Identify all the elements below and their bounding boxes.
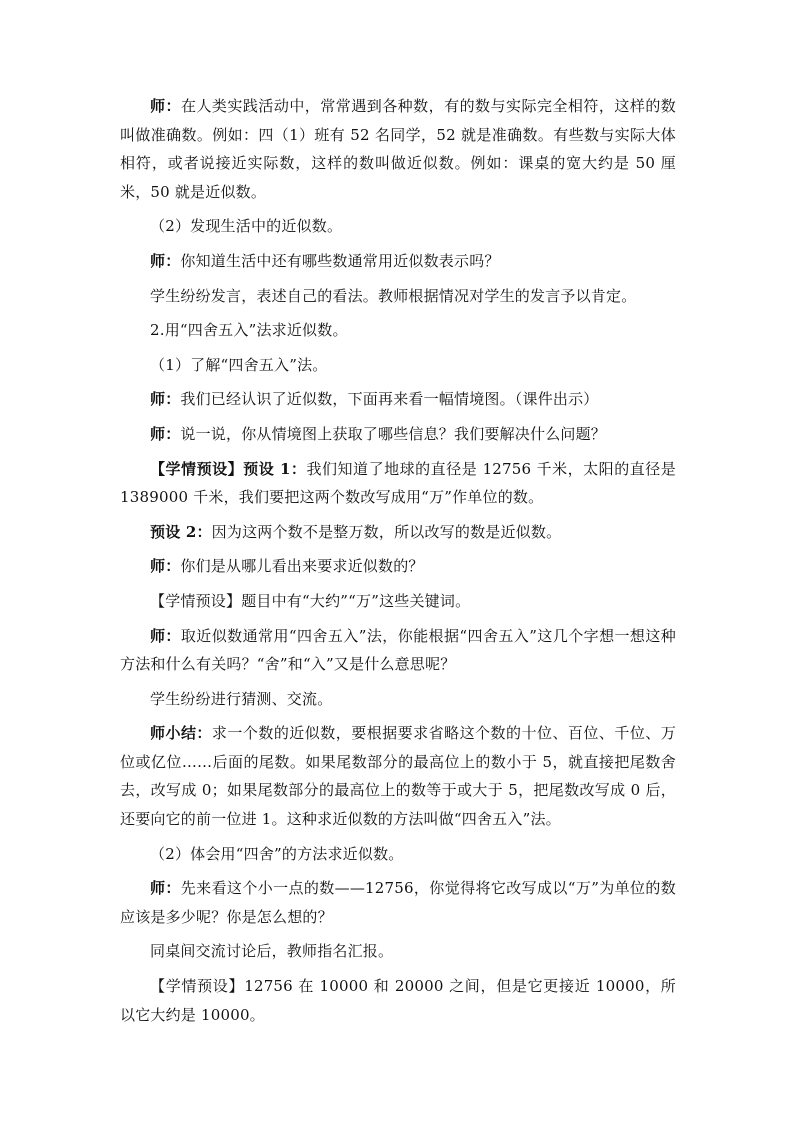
paragraph-student-response [120, 282, 676, 311]
speaker-label: 师： [150, 97, 181, 115]
paragraph-teacher-summary [120, 719, 676, 833]
paragraph-text: 因为这两个数不是整万数，所以改写的数是近似数。 [211, 522, 562, 541]
paragraph-teacher [120, 385, 676, 414]
paragraph-subsection [120, 212, 676, 241]
paragraph-preset-2 [120, 518, 676, 547]
paragraph-text: 求一个数的近似数，要根据要求省略这个数的十位、百位、千位、万位或亿位……后面的尾数。如果尾数部分的最高位上的数小于 5，就直接把尾数舍去，改写成 0；如果尾数部分的最高位上的数等于或大于 5，把尾数改写成 0 后，还要向它的前一位进 1。这种求近似数的方法叫做“四舍五入”法。 [120, 724, 676, 829]
preset-label: 预设 2： [150, 522, 212, 541]
paragraph-teacher [120, 622, 676, 679]
paragraph-text: 2.用“四舍五入”法求近似数。 [150, 321, 348, 340]
paragraph-text: 先来看这个小一点的数——12756，你觉得将它改写成以“万”为单位的数应该是多少呢？你是怎么想的？ [120, 879, 677, 926]
paragraph-preset-1 [120, 455, 676, 512]
paragraph-text: 我们知道了地球的直径是 12756 千米，太阳的直径是 1389000 千米，我们要把这两个数改写成用“万”作单位的数。 [120, 459, 676, 507]
paragraph-text: （1）了解“四舍五入”法。 [150, 355, 328, 374]
speaker-label: 师： [150, 557, 181, 576]
paragraph-preset [120, 972, 676, 1029]
paragraph-text: 学生纷纷进行猜测、交流。 [150, 689, 333, 708]
paragraph-teacher [120, 874, 676, 931]
paragraph-preset [120, 587, 676, 616]
speaker-label: 师： [150, 424, 181, 443]
speaker-label: 师小结： [150, 724, 212, 743]
paragraph-text: 取近似数通常用“四舍五入”法，你能根据“四舍五入”这几个字想一想这种方法和什么有关吗？“舍”和“入”又是什么意思呢？ [120, 626, 676, 674]
paragraph-text: 说一说，你从情境图上获取了哪些信息？我们要解决什么问题？ [180, 424, 607, 443]
paragraph-section-heading [120, 316, 676, 345]
paragraph-subsection [120, 351, 676, 380]
paragraph-student-response [120, 937, 676, 966]
paragraph-text: 【学情预设】12756 在 10000 和 20000 之间，但是它更接近 10000，所以它大约是 10000。 [120, 977, 676, 1024]
speaker-label: 师： [150, 626, 181, 645]
paragraph-teacher [120, 420, 676, 449]
paragraph-teacher [120, 552, 676, 581]
paragraph-text: 你知道生活中还有哪些数通常用近似数表示吗？ [180, 251, 500, 270]
paragraph-text: 我们已经认识了近似数，下面再来看一幅情境图。（课件出示） [180, 390, 599, 409]
paragraph-teacher-question [120, 247, 676, 276]
paragraph-subsection [120, 840, 676, 869]
document-body [120, 92, 676, 1035]
speaker-label: 师： [150, 390, 181, 409]
paragraph-text: 你们是从哪儿看出来要求近似数的？ [180, 557, 424, 576]
paragraph-teacher-intro [120, 92, 676, 206]
paragraph-student-response [120, 685, 676, 714]
paragraph-text: （2）发现生活中的近似数。 [150, 217, 343, 236]
speaker-label: 师： [150, 251, 181, 270]
paragraph-text: 同桌间交流讨论后，教师指名汇报。 [150, 942, 394, 961]
paragraph-text: （2）体会用“四舍”的方法求近似数。 [150, 844, 404, 863]
preset-label: 【学情预设】预设 1： [150, 459, 307, 478]
paragraph-text: 在人类实践活动中，常常遇到各种数，有的数与实际完全相符，这样的数叫做准确数。例如：四（1）班有 52 名同学，52 就是准确数。有些数与实际大体相符，或者说接近实际数，这样的数叫做近似数。例如：课桌的宽大约是 50 厘米，50 就是近似数。 [120, 97, 677, 201]
paragraph-text: 【学情预设】题目中有“大约”“万”这些关键词。 [150, 591, 471, 610]
paragraph-text: 学生纷纷发言，表述自己的看法。教师根据情况对学生的发言予以肯定。 [150, 286, 637, 305]
speaker-label: 师： [150, 879, 181, 898]
